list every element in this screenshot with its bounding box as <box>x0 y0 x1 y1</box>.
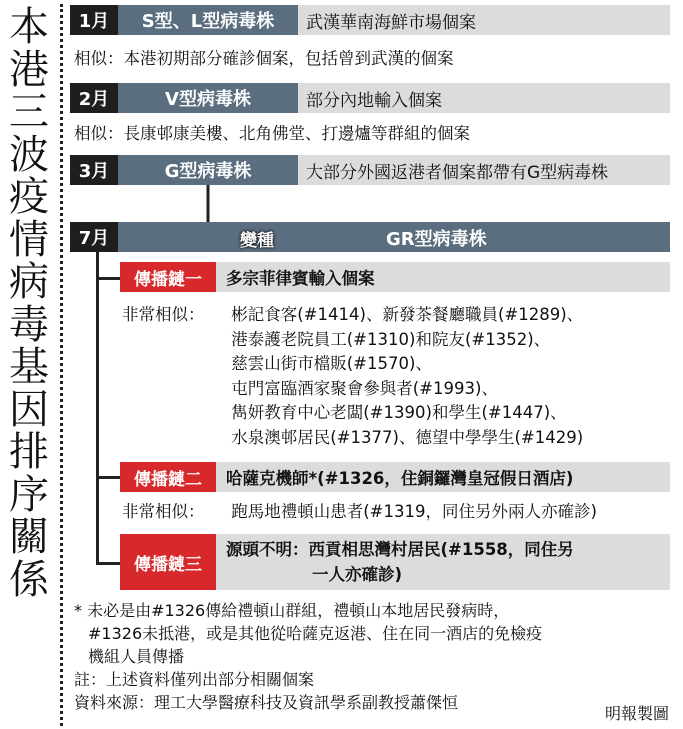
footnote-line: #1326未抵港，或是其他從哈薩克返港、住在同一酒店的免檢疫 <box>88 624 543 643</box>
strain-label: G型病毒株 <box>118 155 298 185</box>
chain-label: 傳播鏈一 <box>120 262 216 292</box>
vertical-title-char: 關 <box>9 514 49 560</box>
very-similar-chain-2 <box>122 500 597 525</box>
chain-description: 多宗菲律賓輸入個案 <box>216 262 670 292</box>
vertical-title-char: 情 <box>9 216 49 263</box>
vertical-title-char: 係 <box>9 556 49 603</box>
case-line: 水泉澳邨居民(#1377)、德望中學學生(#1429) <box>231 427 584 447</box>
chain-row-2 <box>120 462 670 492</box>
similar-cases-feb: 相似：長康邨康美樓、北角佛堂、打邊爐等群組的個案 <box>74 124 470 143</box>
credit: 明報製圖 <box>604 704 669 723</box>
very-similar-label: 非常相似： <box>122 305 205 324</box>
strain-label: V型病毒株 <box>118 83 298 113</box>
gr-strain-bar <box>118 222 670 252</box>
vertical-title-char: 病 <box>9 259 49 305</box>
similar-cases-jan: 相似：本港初期部分確診個案，包括曾到武漢的個案 <box>74 49 454 68</box>
chain-branch-1 <box>96 277 120 280</box>
strain-description: 大部分外國返港者個案都帶有G型病毒株 <box>298 155 670 185</box>
vertical-title-char: 因 <box>9 386 49 433</box>
case-line: 屯門富臨酒家聚會參與者(#1993)、 <box>231 378 498 398</box>
chain-row-3 <box>120 534 670 590</box>
strain-description: 武漢華南海鮮市場個案 <box>298 5 670 35</box>
mutation-label: 變種 <box>240 231 274 251</box>
month-label: 2月 <box>70 83 118 113</box>
month-row-jul <box>70 222 670 252</box>
case-line: 跑馬地禮頓山患者(#1319，同住另外兩人亦確診) <box>231 502 597 521</box>
chain-label: 傳播鏈二 <box>120 462 216 492</box>
chain-description: 哈薩克機師*(#1326，住銅鑼灣皇冠假日酒店) <box>216 462 670 492</box>
chain-label: 傳播鏈三 <box>120 534 216 590</box>
month-label: 3月 <box>70 155 118 185</box>
vertical-title-char: 疫 <box>9 174 49 220</box>
chain-branch-2 <box>96 476 120 479</box>
case-line: 雋妍教育中心老闆(#1390)和學生(#1447)、 <box>231 403 567 422</box>
chain-tree-trunk <box>96 252 99 564</box>
chain-row-1 <box>120 262 670 292</box>
strain-label: S型、L型病毒株 <box>118 5 298 35</box>
vertical-title-char: 波 <box>9 131 49 178</box>
month-label: 1月 <box>70 5 118 35</box>
note-line: 註：上述資料僅列出部分相關個案 <box>74 670 315 689</box>
month-label: 7月 <box>70 222 118 252</box>
case-line: 慈雲山街市檔販(#1570)、 <box>231 354 432 373</box>
footnote-line: * 未必是由#1326傳給禮頓山群組，禮頓山本地居民發病時， <box>74 601 510 620</box>
footnote-line: 機組人員傳播 <box>88 647 185 666</box>
chain-description-line: 一人亦確診) <box>312 565 403 584</box>
vertical-title-char: 港 <box>9 46 49 93</box>
footnote <box>74 599 542 714</box>
chain-description-line: 源頭不明：西貢相思灣村居民(#1558，同住另 <box>226 540 574 559</box>
very-similar-label: 非常相似： <box>122 502 205 521</box>
case-line: 港泰護老院員工(#1310)和院友(#1352)、 <box>231 329 551 349</box>
vertical-title-char: 排 <box>9 429 49 475</box>
vertical-title-char: 毒 <box>9 301 49 348</box>
case-line: 彬記食客(#1414)、新發茶餐廳職員(#1289)、 <box>231 305 584 324</box>
chain-description <box>216 534 670 590</box>
source-line: 資料來源：理工大學醫療科技及資訊學系副教授蕭傑恒 <box>74 693 459 712</box>
very-similar-chain-1 <box>122 303 583 450</box>
strain-description: 部分內地輸入個案 <box>298 83 670 113</box>
vertical-title-char: 本 <box>9 4 49 50</box>
vertical-title-char: 序 <box>9 471 49 518</box>
gr-strain-label: GR型病毒株 <box>386 229 487 250</box>
vertical-title-char: 三 <box>9 89 49 135</box>
chain-branch-3 <box>96 562 120 565</box>
vertical-title-char: 基 <box>9 344 49 390</box>
